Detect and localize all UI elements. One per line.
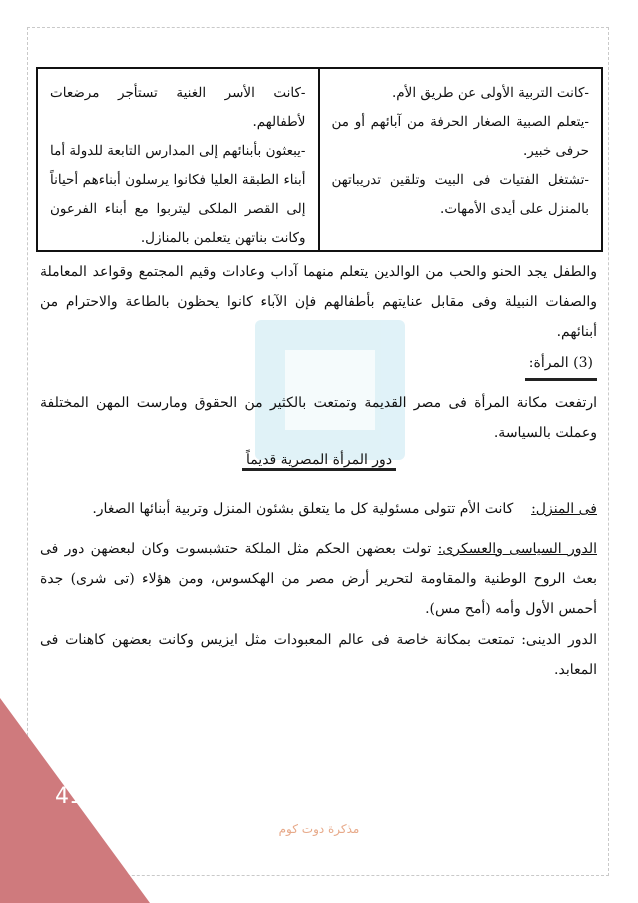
table-line: -كانت التربية الأولى عن طريق الأم. — [391, 85, 589, 101]
role-home — [40, 494, 597, 524]
table-line: -يتعلم الصبية الصغار الحرفة من آبائهم أو من حرفى خبير. — [331, 114, 589, 159]
page-number: 41 — [55, 784, 83, 809]
table-line: -تشتغل الفتيات فى البيت وتلقين تدريباتهن بالمنزل على أيدى الأمهات. — [331, 172, 589, 217]
role-political — [40, 534, 597, 624]
section-woman — [40, 348, 597, 381]
table-cell-right — [320, 69, 602, 250]
role-text: تولت بعضهن الحكم مثل الملكة حتشبسوت وكان لبعضهن دور فى بعث الروح الوطنية والمقاومة لتحرير أرض مصر من الهكسوس، ومن هؤلاء (تى شرى) جدة أحمس الأول وأمه (أمح مس). — [40, 541, 597, 617]
table-line: -كانت الأسر الغنية تستأجر مرضعات لأطفالهم. — [50, 85, 306, 130]
role-text: كانت الأم تتولى مسئولية كل ما يتعلق بشئون المنزل وتربية أبنائها الصغار. — [92, 501, 514, 517]
role-label: الدور السياسى والعسكرى: — [437, 541, 597, 557]
section-title: (3) المرأة: — [525, 348, 597, 381]
comparison-table — [36, 67, 603, 252]
paragraph-child: والطفل يجد الحنو والحب من الوالدين يتعلم منهما آداب وعادات وقيم المجتمع وقواعد المعاملة والصفات النبيلة وفى مقابل عنايتهم بأطفالهم فإن الآباء كانوا يحظون بالطاعة والاحترام من أبنائهم. — [40, 264, 597, 340]
role-label: الدور الدينى: — [521, 632, 597, 648]
role-text: تمتعت بمكانة خاصة فى عالم المعبودات مثل ايزيس وكانت بعضهن كاهنات فى المعابد. — [40, 632, 597, 678]
footer-brand: مذكرة دوت كوم — [278, 822, 360, 836]
paragraph-woman: ارتفعت مكانة المرأة فى مصر القديمة وتمتعت بالكثير من الحقوق ومارست المهن المختلفة وعملت بالسياسة. — [40, 395, 597, 441]
role-label: فى المنزل: — [531, 501, 597, 517]
table-line: -يبعثون بأبنائهم إلى المدارس التابعة للدولة أما أبناء الطبقة العليا فكانوا يرسلون أبناءهم أحياناً إلى القصر الملكى ليتربوا مع أبناء الفرعون وكانت بناتهن يتعلمن بالمنازل. — [50, 143, 306, 246]
role-religious — [40, 625, 597, 685]
roles-heading: دور المرأة المصرية قديماً — [0, 452, 638, 471]
table-cell-left — [38, 69, 320, 250]
